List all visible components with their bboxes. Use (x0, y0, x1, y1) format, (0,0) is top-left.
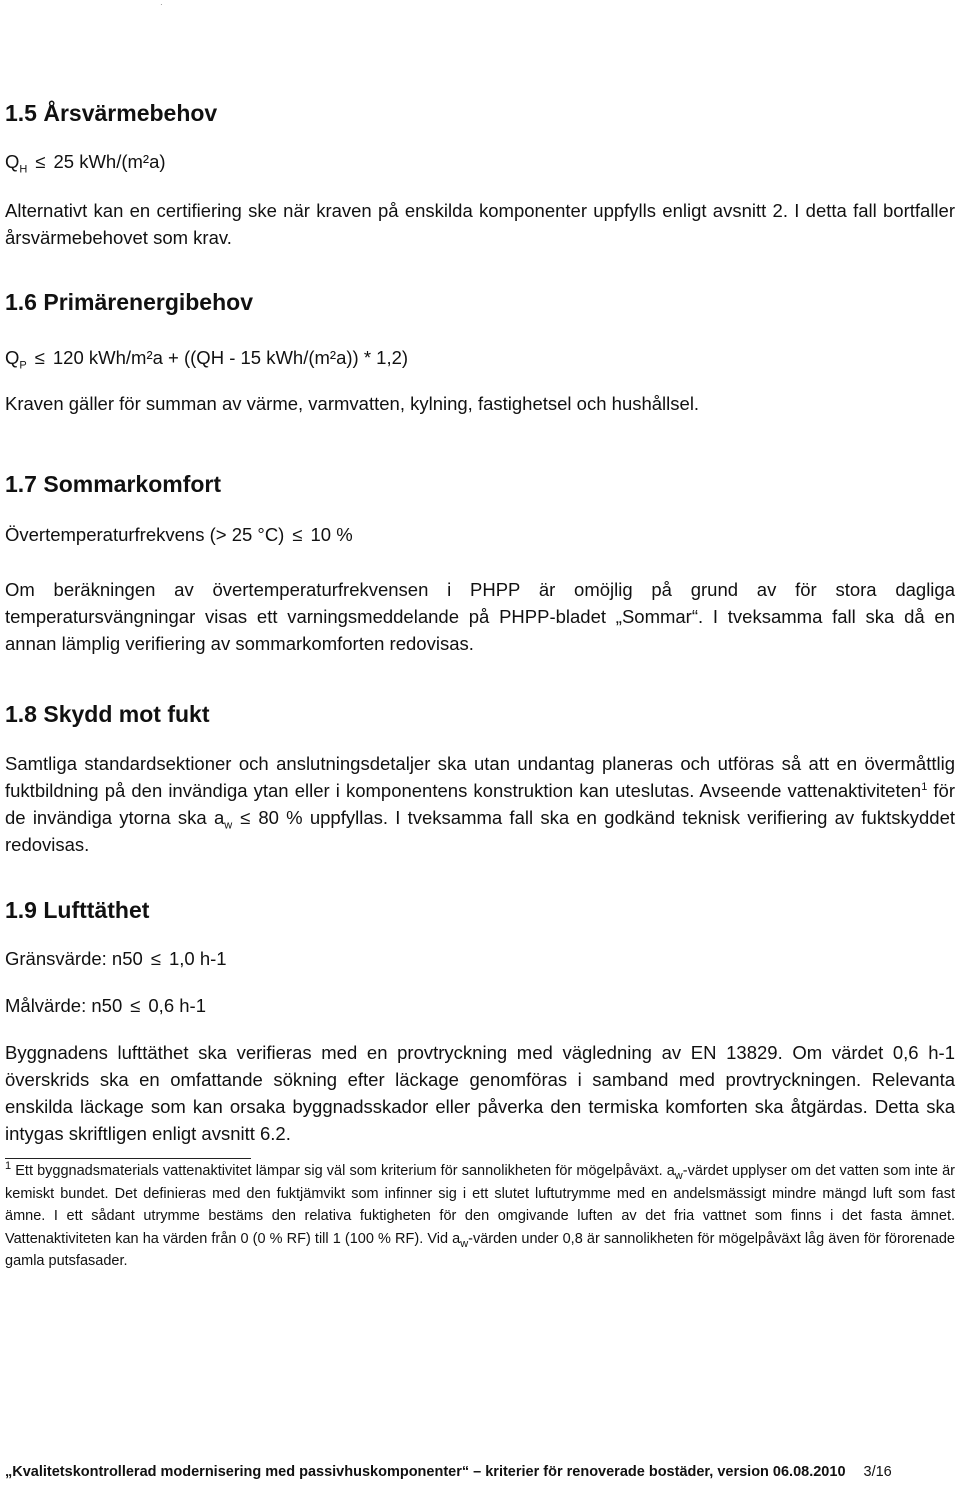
text-part: Samtliga standardsektioner och anslutningsdetaljer ska utan undantag planeras och utföras så att en övermåttlig fuktbildning på den invändiga ytan eller i komponentens konstruktion kan uteslutas. Avseende vattenaktiviteten (5, 753, 955, 801)
formula-q: Q (5, 347, 20, 368)
paragraph-1-7: Om beräkningen av övertemperaturfrekvensen i PHPP är omöjlig på grund av för stora dagliga temperatursvängningar visas ett varningsmeddelande på PHPP-bladet „Sommar“. I tveksamma fall ska då en annan lämplig verifiering av sommarkomforten redovisas. (5, 579, 955, 654)
target-value (5, 992, 955, 1019)
limit-label: Gränsvärde: n50 (5, 948, 143, 969)
heading-1-6: 1.6 Primärenergibehov (5, 289, 253, 315)
le-symbol: ≤ (150, 948, 161, 969)
paragraph-1-9: Byggnadens lufttäthet ska verifieras med en provtryckning med vägledning av EN 13829. Om värdet 0,6 h-1 överskrids ska en omfattande sökning efter läckage genomföras i samband med provtryckningen. Relevanta enskilda läckage som kan orsaka byggnadsskador eller påverka den termiska komforten ska åtgärdas. Detta ska intygas skriftligen enligt avsnitt 6.2. (5, 1042, 955, 1144)
page-footer (5, 1464, 892, 1480)
top-marks: · (160, 0, 163, 9)
le-symbol: ≤ (130, 995, 141, 1016)
footnote-ref[interactable]: 1 (921, 780, 928, 793)
footnote-divider (5, 1158, 251, 1159)
formula-overtemp (5, 521, 955, 548)
formula-sub-h: H (19, 163, 28, 176)
text-part: 80 % uppfyllas. I tveksamma fall ska en godkänd teknisk verifiering av fuktskyddet redovisas. (5, 807, 955, 855)
heading-1-9: 1.9 Lufttäthet (5, 897, 150, 923)
le-symbol: ≤ (35, 151, 46, 172)
subscript-w: w (460, 1237, 469, 1250)
formula-value: 10 % (310, 524, 353, 545)
le-symbol: ≤ (34, 347, 45, 368)
footnote-text: -värdet upplyser om det vatten som inte är kemiskt bundet. Det definieras med den fuktjämvikt som infinner sig i ett slutet luftutrymme med en andelsmässigt mindre mängd luft som fast ämne. I ett sådant utrymme bestäms den relativa fuktigheten för den omgivande luften av det fria vattnet som finns i det fasta ämnet. Vattenaktiviteten kan ha värden från 0 (0 % RF) till 1 (100 % RF). Vid a (5, 1163, 955, 1247)
footnote-1 (5, 1160, 955, 1273)
formula-label: Övertemperaturfrekvens (> 25 °C) (5, 524, 285, 545)
limit-number: 1,0 h-1 (168, 948, 227, 969)
footnote-text: -värden under 0,8 är sannolikheten för mögelpåväxt låg även för förorenade gamla putsfasader. (5, 1230, 955, 1269)
formula-value: 120 kWh/m²a + ((QH - 15 kWh/(m²a)) * 1,2) (52, 347, 409, 368)
subscript-w: w (674, 1169, 683, 1182)
le-symbol: ≤ (292, 524, 303, 545)
subscript-w: w (224, 819, 233, 832)
text-part: för de invändiga ytorna ska a (5, 780, 955, 828)
target-label: Målvärde: n50 (5, 995, 123, 1016)
formula-qp (5, 344, 955, 371)
formula-value: 25 kWh/(m²a) (53, 151, 166, 172)
heading-1-5: 1.5 Årsvärmebehov (5, 100, 218, 126)
paragraph-1-8 (5, 750, 955, 858)
formula-sub-p: P (19, 359, 27, 372)
paragraph-1-5: Alternativt kan en certifiering ske när kraven på enskilda komponenter uppfylls enligt avsnitt 2. I detta fall bortfaller årsvärmebehovet som krav. (5, 200, 955, 248)
page-number: 3/16 (863, 1464, 892, 1480)
footnote-number: 1 (5, 1160, 12, 1173)
target-number: 0,6 h-1 (148, 995, 206, 1016)
footer-title: „Kvalitetskontrollerad modernisering med passivhuskomponenter“ – kriterier för renoverade bostäder, version 06.08.2010 (5, 1464, 846, 1480)
heading-1-7: 1.7 Sommarkomfort (5, 471, 222, 497)
le-symbol: ≤ (240, 807, 251, 828)
formula-q: Q (5, 151, 20, 172)
limit-value (5, 945, 955, 972)
heading-1-8: 1.8 Skydd mot fukt (5, 701, 210, 727)
footnote-text: Ett byggnadsmaterials vattenaktivitet lämpar sig väl som kriterium för sannolikheten för mögelpåväxt. a (11, 1163, 675, 1179)
paragraph-1-6: Kraven gäller för summan av värme, varmvatten, kylning, fastighetsel och hushållsel. (5, 393, 700, 414)
formula-qh (5, 148, 955, 175)
